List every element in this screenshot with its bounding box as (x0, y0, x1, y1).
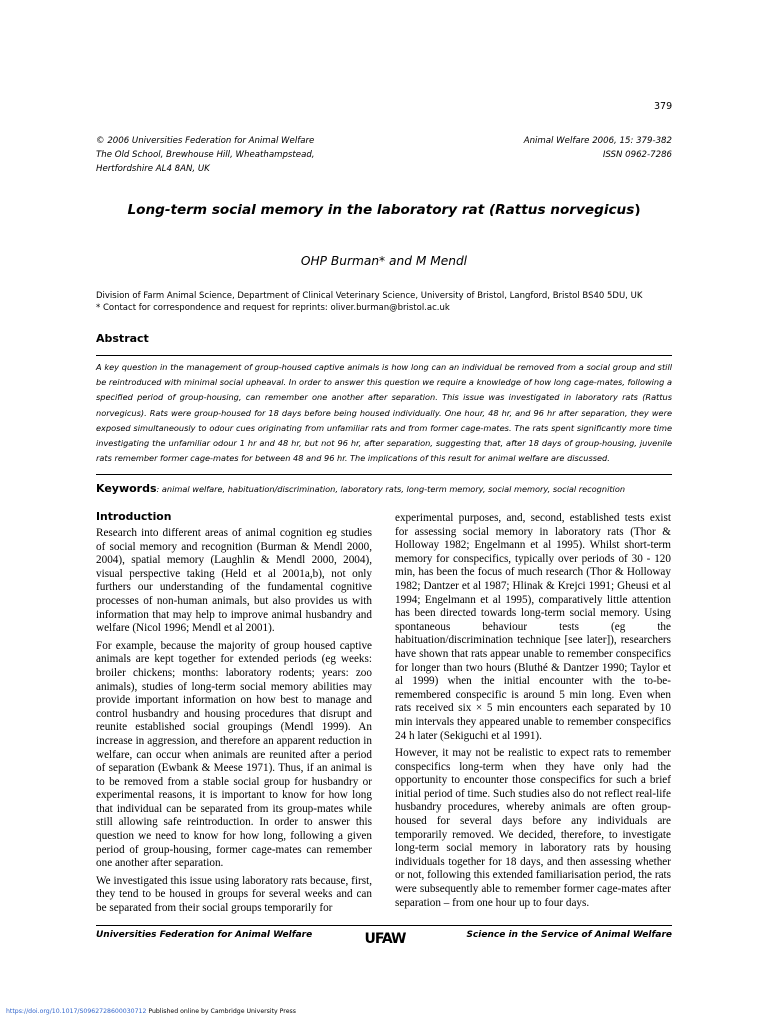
column-right (395, 512, 671, 914)
publisher-line: © 2006 Universities Federation for Animal Welfare (96, 136, 315, 146)
issn-line: ISSN 0962-7286 (602, 150, 672, 160)
paragraph: We investigated this issue using laboratory rats because, first, they tend to be housed in groups for several weeks and can be separated from their social groups temporarily for (96, 874, 372, 915)
title-main: Long-term social memory in the laboratory rat ( (127, 202, 496, 218)
publisher-line: Hertfordshire AL4 8AN, UK (96, 164, 210, 174)
column-left (96, 510, 372, 920)
abstract-top-rule (96, 355, 672, 356)
abstract-bottom-rule (96, 474, 672, 475)
affiliation-line: Division of Farm Animal Science, Department of Clinical Veterinary Science, University of Bristol, Langford, Bristol BS40 5DU, UK (96, 291, 643, 301)
footer-slogan: Science in the Service of Animal Welfare (466, 930, 672, 940)
journal-citation (524, 134, 672, 162)
footer-organisation: Universities Federation for Animal Welfare (96, 930, 313, 940)
publisher-address (96, 134, 315, 176)
doi-link[interactable]: https://doi.org/10.1017/S0962728600030712 (6, 1008, 147, 1015)
ufaw-logo (356, 924, 414, 952)
paragraph: experimental purposes, and, second, established tests exist for assessing social memory in laboratory rats (Thor & Holloway 1982; Engelmann et al 1995). Whilst short-term memory for conspecifics, typically over periods of 30 - 120 min, has been the focus of much research (Thor & Holloway 1982; Dantzer et al 1987; Hlinak & Krejci 1991; Gheusi et al 1994; Engelmann et al 1995), comparatively little attention has been directed towards long-term social memory. Using spontaneous behaviour tests (eg the habituation/discrimination technique [see later]), researchers have shown that rats appear unable to remember conspecifics for longer than two hours (Bluthé & Dantzer 1990; Taylor et al 1999) when the initial encounter with the to-be-remembered conspecific is around 5 min long. Even when rats received six × 5 min encounters each separated by 10 min intervals they appeared unable to remember conspecifics 24 h later (Sekiguchi et al 1991). (395, 512, 671, 742)
paragraph: Research into different areas of animal cognition eg studies of social memory and recognition (Burman & Mendl 2000, 2004), spatial memory (Laughlin & Mendl 2000, 2004), visual perspective taking (Held et al 2001a,b), not only furthers our understanding of the fundamental cognitive processes of non-human animals, but also provides us with information that may help to improve animal husbandry and welfare (Nicol 1996; Mendl et al 2001). (96, 527, 372, 635)
svg-text:UFAW: UFAW (364, 931, 406, 947)
abstract-text: A key question in the management of group-housed captive animals is how long can an individual be removed from a social group and still be reintroduced with minimal social upheaval. In order to answer this question we require a knowledge of how long cage-mates, following a specified period of group-housing, can remember one another after separation. This issue was investigated in laboratory rats (Rattus norvegicus). Rats were group-housed for 18 days before being housed individually. One hour, 48 hr, and 96 hr after separation, they were exposed simultaneously to odour cues originating from unfamiliar rats and from former cage-mates. The rats spent significantly more time investigating the unfamiliar odour 1 hr and 48 hr, but not 96 hr, after separation, suggesting that, after 18 days of group-housing, juvenile rats remember former cage-mates for between 48 and 96 hr. The implications of this result for animal welfare are discussed. (96, 362, 672, 464)
affiliation (96, 290, 672, 314)
article-title (0, 202, 768, 218)
contact-line: * Contact for correspondence and request for reprints: oliver.burman@bristol.ac.uk (96, 303, 450, 313)
page-number: 379 (654, 101, 673, 112)
abstract-heading: Abstract (96, 332, 149, 345)
authors: OHP Burman* and M Mendl (300, 254, 468, 268)
keywords-list: : animal welfare, habituation/discrimination, laboratory rats, long-term memory, social memory, social recognition (156, 484, 626, 494)
paragraph: However, it may not be realistic to expect rats to remember conspecifics long-term when they have only had the opportunity to encounter those conspecifics for such a brief initial period of time. Such studies also do not reflect real-life husbandry procedures, whereby animals are often group-housed for several days before any individuals are temporarily removed. We decided, therefore, to investigate long-term social memory in laboratory rats by housing individuals together for 18 days, and then assessing whether or not, following this extended familiarisation period, the rats were subsequently able to remember former cage-mates after separation – from one hour up to four days. (395, 747, 671, 909)
section-heading-introduction: Introduction (96, 510, 172, 523)
doi-line (6, 1008, 296, 1015)
title-species: Rattus norvegicus (495, 202, 635, 218)
journal-line: Animal Welfare 2006, 15: 379-382 (523, 136, 672, 146)
paragraph: For example, because the majority of group housed captive animals are kept together for extended periods (eg weeks: broiler chickens; months: laboratory rodents; years: zoo animals), studies of long-term social memory abilities may provide important information on how best to manage and control husbandry and housing procedures that disrupt and reunite established social groupings (Mendl 1999). An increase in aggression, and therefore an apparent reduction in welfare, can occur when animals are reunited after a period of separation (Ewbank & Meese 1971). Thus, if an animal is to be removed from a stable social group for husbandry or experimental reasons, it is important to know for how long that individual can be separated from its group-mates while still allowing safe reintroduction. In order to answer this question we need to know for how long, following a given period of group-housing, former cage-mates can remember one another after separation. (96, 639, 372, 870)
keywords (96, 482, 696, 495)
keywords-label: Keywords (96, 482, 157, 495)
doi-published: Published online by Cambridge University Press (146, 1008, 296, 1015)
publisher-line: The Old School, Brewhouse Hill, Wheathampstead, (96, 150, 315, 160)
title-close: ) (634, 202, 641, 218)
